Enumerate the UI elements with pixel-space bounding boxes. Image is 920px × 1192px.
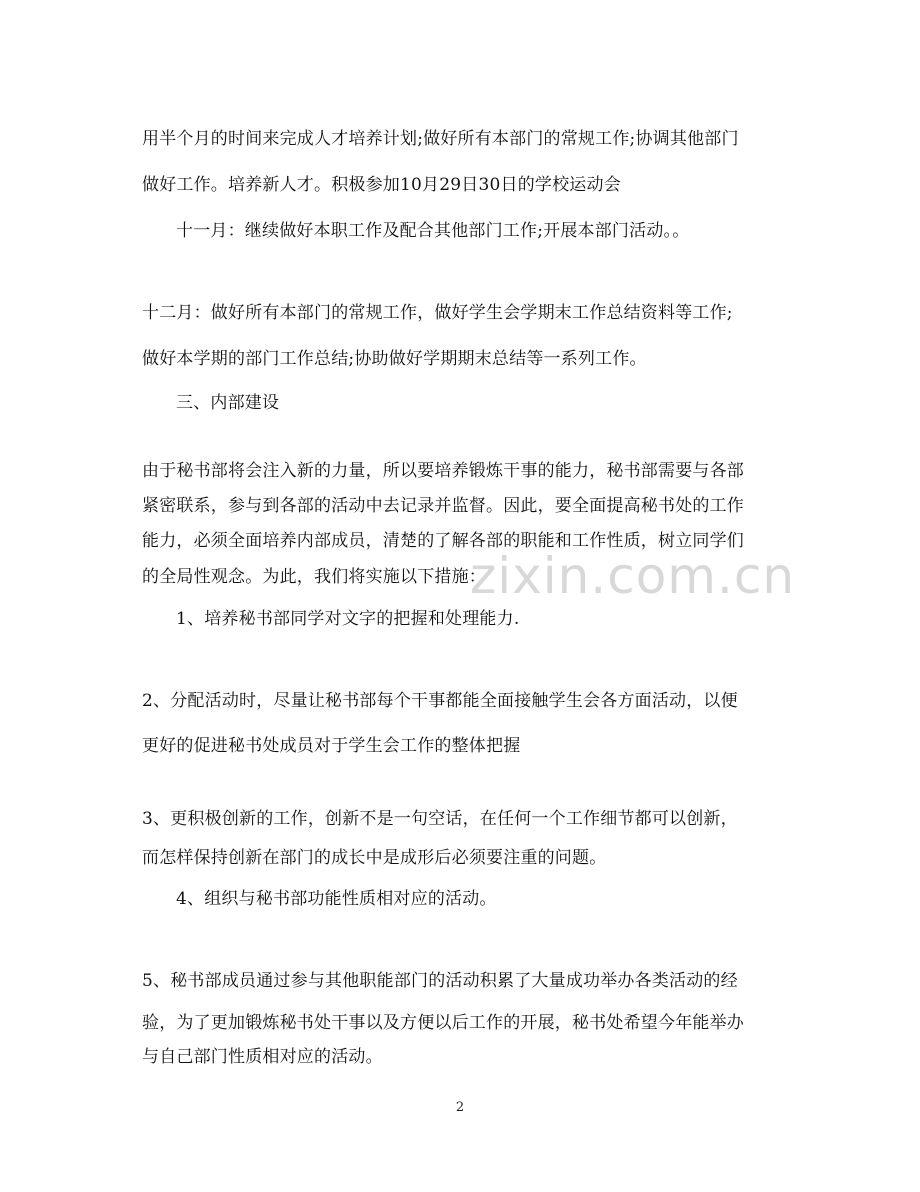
list-item: 1、培养秘书部同学对文字的把握和处理能力. — [176, 609, 520, 629]
paragraph-line: 更好的促进秘书处成员对于学生会工作的整体把握 — [142, 736, 521, 756]
month-plan-november: 十一月：继续做好本职工作及配合其他部门工作;开展本部门活动。。 — [176, 221, 690, 241]
paragraph-line: 做好本学期的部门工作总结;协助做好学期期末总结等一系列工作。 — [142, 349, 647, 369]
paragraph-line: 紧密联系，参与到各部的活动中去记录并监督。因此，要全面提高秘书处的工作 — [142, 496, 744, 516]
paragraph-line: 与自己部门性质相对应的活动。 — [142, 1047, 383, 1067]
paragraph-line: 验，为了更加锻炼秘书处干事以及方便以后工作的开展，秘书处希望今年能举办 — [142, 1013, 744, 1033]
page-number: 2 — [455, 1100, 465, 1115]
paragraph-line: 做好工作。培养新人才。积极参加10月29日30日的学校运动会 — [142, 175, 621, 195]
paragraph-line: 而怎样保持创新在部门的成长中是成形后必须要注重的问题。 — [142, 848, 607, 868]
section-heading: 三、内部建设 — [176, 393, 280, 413]
watermark: zixin.com.cn — [470, 547, 796, 605]
paragraph-line: 用半个月的时间来完成人才培养计划;做好所有本部门的常规工作;协调其他部门 — [142, 129, 739, 149]
list-item: 3、更积极创新的工作，创新不是一句空话，在任何一个工作细节都可以创新， — [142, 809, 738, 829]
month-plan-december: 十二月：做好所有本部门的常规工作，做好学生会学期末工作总结资料等工作; — [142, 303, 733, 323]
list-item: 2、分配活动时，尽量让秘书部每个干事都能全面接触学生会各方面活动，以便 — [142, 691, 738, 711]
list-item: 4、组织与秘书部功能性质相对应的活动。 — [176, 889, 497, 909]
paragraph-line: 能力，必须全面培养内部成员，清楚的了解各部的职能和工作性质，树立同学们 — [142, 531, 744, 551]
paragraph-line: 的全局性观念。为此，我们将实施以下措施： — [142, 567, 486, 587]
paragraph-line: 由于秘书部将会注入新的力量，所以要培养锻炼干事的能力，秘书部需要与各部 — [142, 461, 744, 481]
list-item: 5、秘书部成员通过参与其他职能部门的活动积累了大量成功举办各类活动的经 — [142, 971, 738, 991]
